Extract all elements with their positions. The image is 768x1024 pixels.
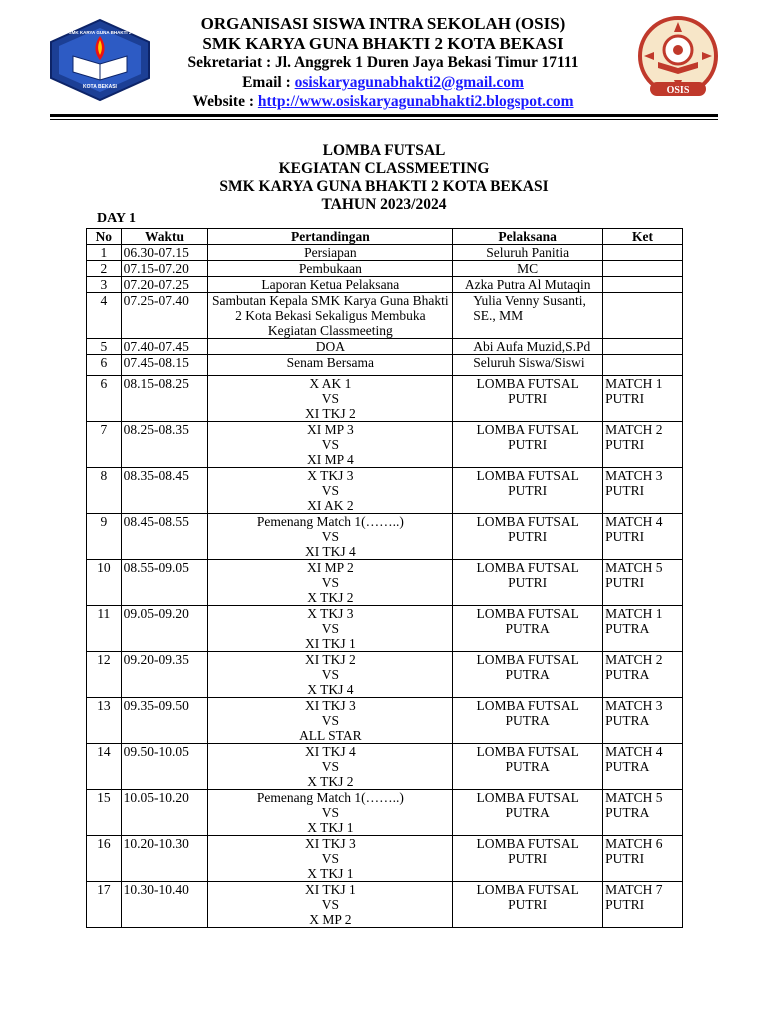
- cell-no: 6: [87, 376, 122, 422]
- osis-logo-icon: [632, 14, 724, 102]
- pelaksana-line-1: LOMBA FUTSAL: [476, 514, 579, 529]
- logo-text-top: SMK KARYA GUNA BHAKTI 2: [68, 30, 132, 35]
- ket-line-1: MATCH 5: [605, 560, 663, 575]
- match-row: [87, 468, 683, 514]
- vs-label: VS: [321, 713, 339, 728]
- cell-waktu: 08.15-08.25: [121, 376, 208, 422]
- ket-line-2: PUTRI: [605, 575, 645, 590]
- team-1: Pemenang Match 1(……..): [256, 514, 404, 529]
- cell-ket: [603, 652, 683, 698]
- cell-pertandingan: [208, 514, 453, 560]
- schedule-table: [86, 228, 683, 928]
- vs-label: VS: [321, 897, 339, 912]
- cell-waktu: 07.20-07.25: [121, 277, 208, 293]
- ket-line-1: MATCH 4: [605, 744, 663, 759]
- cell-ket: [603, 277, 683, 293]
- website-line: [150, 92, 616, 112]
- title-line-3: SMK KARYA GUNA BHAKTI 2 KOTA BEKASI: [219, 178, 549, 195]
- match-row: [87, 698, 683, 744]
- cell-waktu: 07.15-07.20: [121, 261, 208, 277]
- team-1: XI MP 3: [306, 422, 354, 437]
- cell-ket: [603, 836, 683, 882]
- pelaksana-line-2: PUTRA: [505, 713, 550, 728]
- cell-pelaksana: Seluruh Panitia: [453, 245, 603, 261]
- header-no: No: [87, 229, 122, 245]
- ket-line-1: MATCH 2: [605, 652, 663, 667]
- ket-line-2: PUTRI: [605, 897, 645, 912]
- team-2: XI AK 2: [307, 498, 354, 513]
- cell-pelaksana: [453, 652, 603, 698]
- cell-waktu: 08.45-08.55: [121, 514, 208, 560]
- cell-pertandingan: [208, 790, 453, 836]
- school-logo-icon: [45, 18, 155, 102]
- team-2: XI TKJ 4: [304, 544, 356, 559]
- cell-pelaksana: [453, 606, 603, 652]
- cell-pertandingan: [208, 606, 453, 652]
- pelaksana-line-2: PUTRI: [508, 391, 548, 406]
- cell-no: 5: [87, 339, 122, 355]
- cell-pelaksana: [453, 514, 603, 560]
- pelaksana-line-1: LOMBA FUTSAL: [476, 652, 579, 667]
- pelaksana-line-1: LOMBA FUTSAL: [476, 744, 579, 759]
- title-line-1: LOMBA FUTSAL: [322, 142, 446, 159]
- cell-pertandingan: Pembukaan: [208, 261, 453, 277]
- email-line: [150, 73, 616, 93]
- cell-ket: [603, 339, 683, 355]
- cell-ket: [603, 376, 683, 422]
- cell-ket: [603, 261, 683, 277]
- header-rule-thin: [50, 119, 718, 120]
- cell-pelaksana: [453, 744, 603, 790]
- cell-no: 10: [87, 560, 122, 606]
- table-body: [87, 245, 683, 928]
- team-1: XI TKJ 1: [304, 882, 356, 897]
- team-1: Pemenang Match 1(……..): [256, 790, 404, 805]
- cell-ket: [603, 422, 683, 468]
- pelaksana-line-1: LOMBA FUTSAL: [476, 560, 579, 575]
- table-row: [87, 355, 683, 376]
- team-2: X TKJ 2: [307, 774, 354, 789]
- cell-pertandingan: Laporan Ketua Pelaksana: [208, 277, 453, 293]
- match-row: [87, 560, 683, 606]
- cell-pelaksana: Yulia Venny Susanti, SE., MM: [453, 293, 603, 339]
- pelaksana-line-1: LOMBA FUTSAL: [476, 422, 579, 437]
- cell-waktu: 09.20-09.35: [121, 652, 208, 698]
- team-1: XI MP 2: [306, 560, 354, 575]
- match-row: [87, 652, 683, 698]
- cell-no: 16: [87, 836, 122, 882]
- table-row: [87, 245, 683, 261]
- ket-line-1: MATCH 1: [605, 606, 663, 621]
- cell-no: 17: [87, 882, 122, 928]
- pelaksana-line-1: LOMBA FUTSAL: [476, 606, 579, 621]
- team-2: XI MP 4: [306, 452, 354, 467]
- team-1: X TKJ 3: [307, 468, 354, 483]
- address: Sekretariat : Jl. Anggrek 1 Duren Jaya Bekasi Timur 17111: [187, 54, 579, 71]
- cell-pertandingan: [208, 560, 453, 606]
- ket-line-2: PUTRA: [605, 805, 650, 820]
- header-ket: Ket: [603, 229, 683, 245]
- cell-pelaksana: Azka Putra Al Mutaqin: [453, 277, 603, 293]
- pelaksana-line-2: PUTRI: [508, 483, 548, 498]
- cell-ket: [603, 606, 683, 652]
- pelaksana-line-2: PUTRA: [505, 805, 550, 820]
- vs-label: VS: [321, 575, 339, 590]
- cell-waktu: 07.45-08.15: [121, 355, 208, 376]
- ket-line-2: PUTRA: [605, 667, 650, 682]
- ket-line-1: MATCH 1: [605, 376, 663, 391]
- ket-line-2: PUTRI: [605, 391, 645, 406]
- table-row: [87, 339, 683, 355]
- cell-pertandingan: DOA: [208, 339, 453, 355]
- cell-pertandingan: Persiapan: [208, 245, 453, 261]
- cell-pelaksana: [453, 560, 603, 606]
- vs-label: VS: [321, 621, 339, 636]
- match-row: [87, 514, 683, 560]
- team-1: XI TKJ 4: [304, 744, 356, 759]
- cell-ket: [603, 698, 683, 744]
- cell-pertandingan: [208, 422, 453, 468]
- header-waktu: Waktu: [121, 229, 208, 245]
- team-2: XI TKJ 2: [304, 406, 356, 421]
- cell-waktu: 07.40-07.45: [121, 339, 208, 355]
- pelaksana-line-1: LOMBA FUTSAL: [476, 882, 579, 897]
- pelaksana-line-1: LOMBA FUTSAL: [476, 468, 579, 483]
- cell-no: 3: [87, 277, 122, 293]
- pelaksana-line-1: LOMBA FUTSAL: [476, 376, 579, 391]
- vs-label: VS: [321, 391, 339, 406]
- ket-line-2: PUTRI: [605, 851, 645, 866]
- vs-label: VS: [321, 759, 339, 774]
- cell-pertandingan: [208, 652, 453, 698]
- ket-line-2: PUTRI: [605, 529, 645, 544]
- cell-ket: [603, 355, 683, 376]
- logo-text-bottom: KOTA BEKASI: [83, 84, 117, 90]
- ket-line-1: MATCH 7: [605, 882, 663, 897]
- cell-ket: [603, 744, 683, 790]
- match-row: [87, 836, 683, 882]
- pelaksana-line-1: LOMBA FUTSAL: [476, 836, 579, 851]
- cell-no: 12: [87, 652, 122, 698]
- cell-pelaksana: [453, 790, 603, 836]
- cell-pelaksana: [453, 376, 603, 422]
- cell-pertandingan: [208, 836, 453, 882]
- ket-line-1: MATCH 3: [605, 468, 663, 483]
- cell-waktu: 09.50-10.05: [121, 744, 208, 790]
- team-2: X TKJ 4: [307, 682, 354, 697]
- ket-line-1: MATCH 2: [605, 422, 663, 437]
- pelaksana-line-2: PUTRI: [508, 851, 548, 866]
- cell-no: 15: [87, 790, 122, 836]
- team-1: XI TKJ 3: [304, 836, 356, 851]
- cell-pelaksana: [453, 698, 603, 744]
- header-pelaksana: Pelaksana: [453, 229, 603, 245]
- cell-pertandingan: Senam Bersama: [208, 355, 453, 376]
- vs-label: VS: [321, 483, 339, 498]
- team-2: X TKJ 2: [307, 590, 354, 605]
- table-row: [87, 277, 683, 293]
- cell-no: 7: [87, 422, 122, 468]
- cell-waktu: 09.35-09.50: [121, 698, 208, 744]
- website-label: Website :: [192, 93, 258, 110]
- cell-waktu: 06.30-07.15: [121, 245, 208, 261]
- cell-no: 4: [87, 293, 122, 339]
- cell-pelaksana: [453, 836, 603, 882]
- ket-line-1: MATCH 3: [605, 698, 663, 713]
- email-link[interactable]: osiskaryagunabhakti2@gmail.com: [294, 73, 524, 91]
- ket-line-2: PUTRA: [605, 713, 650, 728]
- match-row: [87, 790, 683, 836]
- title-line-4: TAHUN 2023/2024: [321, 196, 447, 213]
- cell-ket: [603, 514, 683, 560]
- team-2: X TKJ 1: [307, 820, 354, 835]
- cell-no: 13: [87, 698, 122, 744]
- cell-ket: [603, 245, 683, 261]
- cell-pertandingan: [208, 744, 453, 790]
- team-2: ALL STAR: [299, 728, 362, 743]
- cell-ket: [603, 882, 683, 928]
- cell-waktu: 10.20-10.30: [121, 836, 208, 882]
- cell-waktu: 07.25-07.40: [121, 293, 208, 339]
- match-row: [87, 882, 683, 928]
- header-rule-thick: [50, 114, 718, 117]
- cell-pelaksana: MC: [453, 261, 603, 277]
- document-title: [0, 142, 768, 214]
- team-1: XI TKJ 2: [304, 652, 356, 667]
- cell-no: 8: [87, 468, 122, 514]
- match-row: [87, 422, 683, 468]
- team-1: X AK 1: [309, 376, 352, 391]
- header-pertandingan: Pertandingan: [208, 229, 453, 245]
- cell-waktu: 08.35-08.45: [121, 468, 208, 514]
- cell-no: 6: [87, 355, 122, 376]
- ket-line-2: PUTRA: [605, 759, 650, 774]
- match-row: [87, 744, 683, 790]
- cell-waktu: 08.55-09.05: [121, 560, 208, 606]
- pelaksana-line-1: LOMBA FUTSAL: [476, 698, 579, 713]
- team-2: X TKJ 1: [307, 866, 354, 881]
- cell-ket: [603, 468, 683, 514]
- vs-label: VS: [321, 805, 339, 820]
- school-name: SMK KARYA GUNA BHAKTI 2 KOTA BEKASI: [202, 33, 564, 53]
- cell-pertandingan: Sambutan Kepala SMK Karya Guna Bhakti 2 Kota Bekasi Sekaligus Membuka Kegiatan Classmeeting: [208, 293, 453, 339]
- table-row: [87, 293, 683, 339]
- vs-label: VS: [321, 851, 339, 866]
- match-row: [87, 606, 683, 652]
- website-link[interactable]: http://www.osiskaryagunabhakti2.blogspot.com: [257, 93, 574, 110]
- cell-pertandingan: [208, 882, 453, 928]
- cell-ket: [603, 790, 683, 836]
- cell-ket: [603, 293, 683, 339]
- ket-line-1: MATCH 5: [605, 790, 663, 805]
- cell-pelaksana: Seluruh Siswa/Siswi: [453, 355, 603, 376]
- cell-pertandingan: [208, 376, 453, 422]
- ket-line-1: MATCH 6: [605, 836, 663, 851]
- pelaksana-line-2: PUTRI: [508, 897, 548, 912]
- cell-pelaksana: [453, 468, 603, 514]
- ket-line-2: PUTRA: [605, 621, 650, 636]
- ket-line-1: MATCH 4: [605, 514, 663, 529]
- pelaksana-line-2: PUTRA: [505, 667, 550, 682]
- table-header-row: [87, 229, 683, 245]
- cell-waktu: 10.05-10.20: [121, 790, 208, 836]
- match-row: [87, 376, 683, 422]
- vs-label: VS: [321, 667, 339, 682]
- day-label: DAY 1: [97, 211, 137, 226]
- pelaksana-line-2: PUTRI: [508, 529, 548, 544]
- pelaksana-line-2: PUTRI: [508, 575, 548, 590]
- cell-pertandingan: [208, 468, 453, 514]
- team-1: XI TKJ 3: [304, 698, 356, 713]
- team-2: X MP 2: [309, 912, 352, 927]
- cell-ket: [603, 560, 683, 606]
- pelaksana-line-2: PUTRA: [505, 621, 550, 636]
- cell-no: 1: [87, 245, 122, 261]
- cell-pelaksana: [453, 882, 603, 928]
- vs-label: VS: [321, 437, 339, 452]
- pelaksana-line-1: LOMBA FUTSAL: [476, 790, 579, 805]
- cell-pelaksana: Abi Aufa Muzid,S.Pd: [453, 339, 603, 355]
- vs-label: VS: [321, 529, 339, 544]
- cell-no: 14: [87, 744, 122, 790]
- pelaksana-line-2: PUTRI: [508, 437, 548, 452]
- cell-no: 2: [87, 261, 122, 277]
- cell-pertandingan: [208, 698, 453, 744]
- cell-waktu: 09.05-09.20: [121, 606, 208, 652]
- osis-logo-text: OSIS: [666, 85, 690, 96]
- cell-no: 9: [87, 514, 122, 560]
- table-row: [87, 261, 683, 277]
- cell-no: 11: [87, 606, 122, 652]
- email-label: Email :: [242, 73, 295, 91]
- title-line-2: KEGIATAN CLASSMEETING: [278, 160, 490, 177]
- org-name: ORGANISASI SISWA INTRA SEKOLAH (OSIS): [200, 14, 566, 33]
- ket-line-2: PUTRI: [605, 437, 645, 452]
- cell-waktu: 08.25-08.35: [121, 422, 208, 468]
- ket-line-2: PUTRI: [605, 483, 645, 498]
- team-1: X TKJ 3: [307, 606, 354, 621]
- team-2: XI TKJ 1: [304, 636, 356, 651]
- cell-waktu: 10.30-10.40: [121, 882, 208, 928]
- pelaksana-line-2: PUTRA: [505, 759, 550, 774]
- letterhead: [150, 14, 616, 112]
- cell-pelaksana: [453, 422, 603, 468]
